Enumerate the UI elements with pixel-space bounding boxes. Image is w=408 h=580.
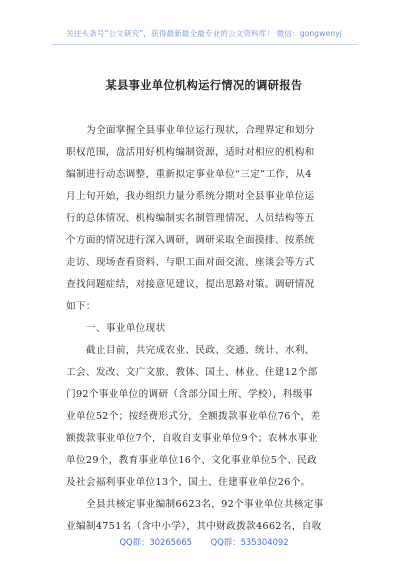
body-line: 门92个事业单位的调研（含部分国土所、学校），科级事	[66, 389, 313, 400]
body-line: 行的总体情况、机构编制实名制管理情况、人员结构等五	[66, 213, 315, 224]
footer-qq-group-1: QQ群：30265665	[119, 537, 192, 547]
body-line: 额拨款事业单位7个，自收自支事业单位9个；农林水事业	[66, 433, 318, 444]
body-line: 编制进行动态调整，重新拟定事业单位“三定”工作，从4	[66, 169, 312, 180]
body-line: 个方面的情况进行深入调研，调研采取全面摸排、按系统	[66, 235, 315, 246]
body-line: 单位29个，教育事业单位16个、文化事业单位5个、民政	[66, 455, 318, 466]
body-line: 截止目前，共完成农业、民政、交通、统计、水利、	[86, 345, 315, 356]
body-line: 查找问题症结，对接意见建议，提出思路对策。调研情况	[66, 279, 315, 290]
body-line: 及社会福利事业单位13个，国土、住建事业单位26个。	[66, 477, 311, 488]
body-line: 工会、发改、文广文旅、教体、国土、林业、住建12个部	[66, 367, 318, 378]
header-note: 关注头条号“公文研究”，获得最新最全最专业的公文资料库！ 微信：gongwenyj	[66, 29, 342, 38]
document-title: 某县事业单位机构运行情况的调研报告	[105, 78, 303, 92]
section-heading: 一、事业单位现状	[86, 323, 166, 334]
footer-qq-group-2: QQ群：535304092	[210, 537, 289, 547]
body-line: 全县共核定事业编制6623名，92个事业单位共核定事	[86, 499, 324, 510]
body-line: 为全面掌握全县事业单位运行现状，合理界定和划分	[86, 125, 315, 136]
body-line: 如下：	[66, 301, 96, 312]
footer-contacts	[0, 536, 408, 548]
body-line: 月上旬开始，我办组织力量分系统分期对全县事业单位运	[66, 191, 315, 202]
body-line: 走访、现场查看资料、与职工面对面交流、座谈会等方式	[66, 257, 315, 268]
body-line: 业单位52个；按经费形式分，全额拨款事业单位76个，差	[66, 411, 321, 422]
body-line: 职权范围，盘活用好机构编制资源，适时对相应的机构和	[66, 147, 315, 158]
header-divider	[52, 44, 358, 45]
body-line: 业编制4751名（含中小学），其中财政拨款4662名，自收	[66, 521, 322, 532]
